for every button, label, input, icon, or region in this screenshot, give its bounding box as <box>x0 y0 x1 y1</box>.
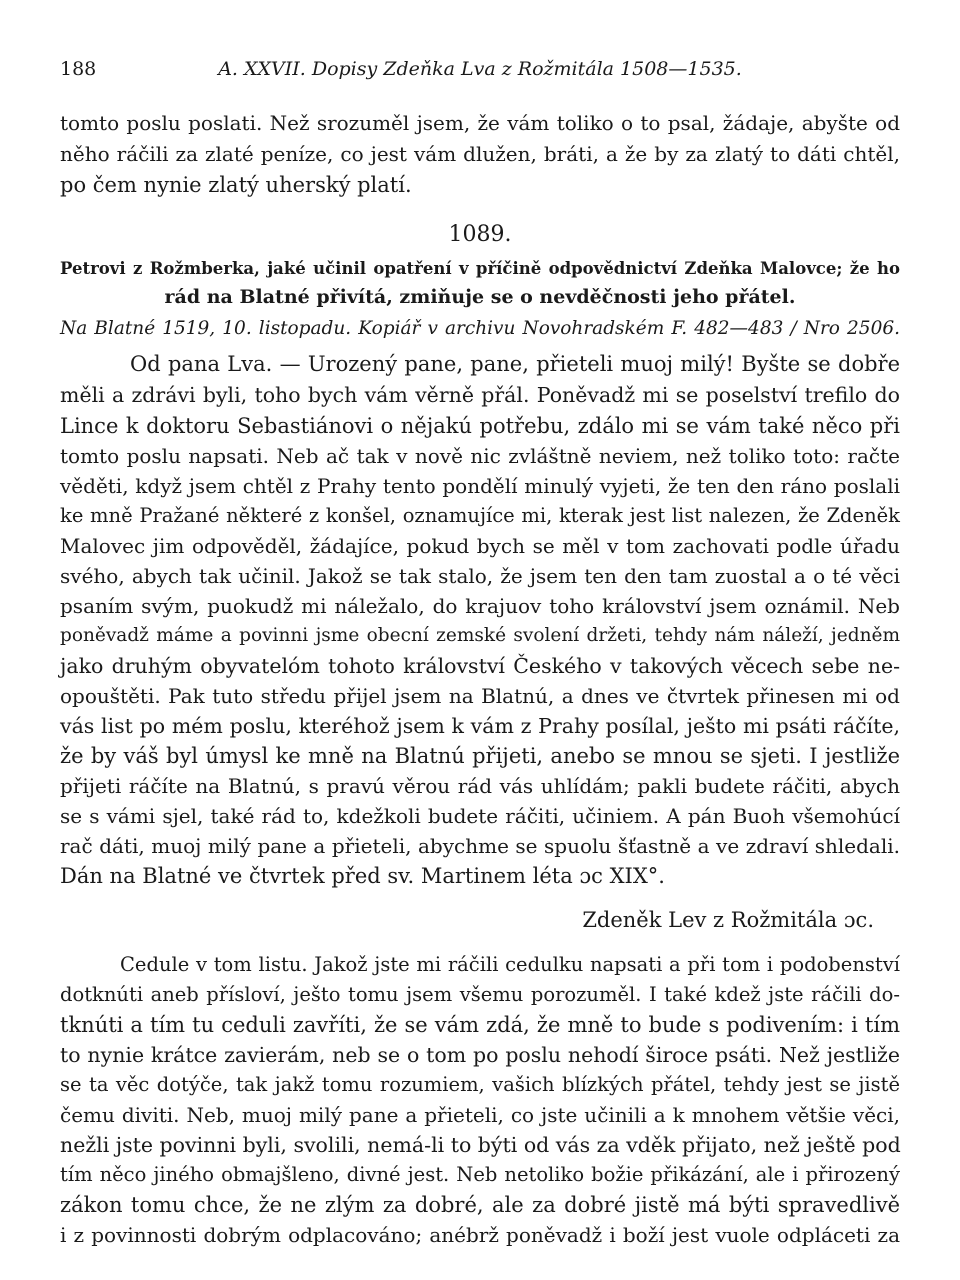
body-line: opouštěti. Pak tuto středu přijel jsem na Blatnú, a dnes ve čtvrtek přinesen mi od <box>60 684 900 708</box>
body-line: jako druhým obyvatelóm tohoto království Českého v takových věcech sebe ne- <box>60 654 900 678</box>
body-line: se s vámi sjel, také rád to, kdežkoli budete ráčiti, učiniem. A pán Buoh všemohúcí <box>60 804 900 828</box>
body-line: měli a zdrávi byli, toho bych vám věrně přál. Poněvadž mi se poselství trefilo do <box>60 383 900 407</box>
body-line: vás list po mém poslu, kteréhož jsem k vám z Prahy posílal, ješto mi psáti ráčíte, <box>60 714 900 738</box>
body-line: poněvadž máme a povinni jsme obecní zemské svolení držeti, tehdy nám náleží, jedněm <box>60 625 900 646</box>
body-line: Dán na Blatné ve čtvrtek před sv. Martinem léta ɔc XIX°. <box>60 864 665 888</box>
body-line: věděti, když jsem chtěl z Prahy tento pondělí minulý vyjeti, že ten den ráno poslali <box>60 474 900 498</box>
body-line: že by váš byl úmysl ke mně na Blatnú přijeti, anebo se mnou se sjeti. I jestliže <box>60 744 900 768</box>
body-line: Od pana Lva. — Urozený pane, pane, přieteli muoj milý! Byšte se dobře <box>130 352 900 376</box>
letter-summary-line: Petrovi z Rožmberka, jaké učinil opatření v příčině odpovědnictví Zdeňka Malovce; že ho <box>60 259 900 278</box>
body-line: ke mně Pražané některé z konšel, oznamujíce mi, kterak jest list nalezen, že Zdeněk <box>60 504 900 527</box>
body-line: psaním svým, puokudž mi náležalo, do krajuov toho království jsem oznámil. Neb <box>60 594 900 618</box>
postscript-line: to nynie krátce zavierám, neb se o tom po poslu nehodí široce psáti. Než jestliže <box>60 1043 900 1067</box>
body-line: Malovec jim odpověděl, žádajíce, pokud bych se měl v tom zachovati podle úřadu <box>60 534 900 558</box>
continuation-line: něho ráčili za zlaté peníze, co jest vám dlužen, bráti, a že by za zlatý to dáti chtěl, <box>60 142 900 166</box>
postscript-line: čemu diviti. Neb, muoj milý pane a přieteli, co jste učinili a k mnohem většie věci, <box>60 1103 900 1127</box>
body-line: přijeti ráčíte na Blatnú, s pravú věrou rád vás uhlídám; pakli budete ráčiti, abych <box>60 774 900 798</box>
postscript-line: nežli jste povinni byli, svolili, nemá-li to býti od vás za vděk přijato, než ještě pod <box>60 1133 901 1157</box>
page-header <box>60 58 900 88</box>
letter-signature: Zdeněk Lev z Rožmitála ɔc. <box>582 908 874 932</box>
postscript-line: se ta věc dotýče, tak jakž tomu rozumiem, vašich blízkých přátel, tehdy jest se jistě <box>60 1073 900 1096</box>
letter-number: 1089. <box>448 222 512 247</box>
postscript-line: i z povinnosti dobrým odplacováno; anébrž poněvadž i boží jest vuole odpláceti za <box>60 1223 900 1247</box>
postscript-line: Cedule v tom listu. Jakož jste mi ráčili cedulku napsati a při tom i podobenství <box>120 953 900 976</box>
body-line: tomto poslu napsati. Neb ač tak v nově nic zvláštně neviem, než toliko toto: račte <box>60 444 900 468</box>
postscript-line: zákon tomu chce, že ne zlým za dobré, ale za dobré jistě má býti spravedlivě <box>60 1193 900 1217</box>
body-line: Lince k doktoru Sebastiánovi o nějakú potřebu, zdálo mi se vám také něco při <box>60 414 900 438</box>
postscript-line: dotknúti aneb přísloví, ješto tomu jsem všemu porozuměl. I také kdež jste ráčili do- <box>60 983 900 1006</box>
page-number: 188 <box>60 58 97 80</box>
continuation-line: tomto poslu poslati. Než srozuměl jsem, že vám toliko o to psal, žádaje, abyšte od <box>60 111 900 135</box>
running-head: A. XXVII. Dopisy Zdeňka Lva z Rožmitála 1508—1535. <box>218 58 742 80</box>
continuation-line: po čem nynie zlatý uherský platí. <box>60 173 412 197</box>
body-line: rač dáti, muoj milý pane a přieteli, abychme se spuolu šťastně a ve zdraví shledali. <box>60 834 900 858</box>
postscript-line: tím něco jiného obmajšleno, divné jest. Neb netoliko božie přikázání, ale i přirozený <box>60 1163 900 1186</box>
letter-source: Na Blatné 1519, 10. listopadu. Kopiář v archivu Novohradském F. 482—483 / Nro 2506. <box>60 318 900 339</box>
body-line: svého, abych tak učinil. Jakož se tak stalo, že jsem ten den tam zuostal a o té věci <box>60 564 900 588</box>
postscript-line: tknúti a tím tu ceduli zavříti, že se vám zdá, že mně to bude s podivením: i tím <box>60 1013 900 1037</box>
letter-summary-line: rád na Blatné přivítá, zmiňuje se o nevděčnosti jeho přátel. <box>164 286 796 308</box>
